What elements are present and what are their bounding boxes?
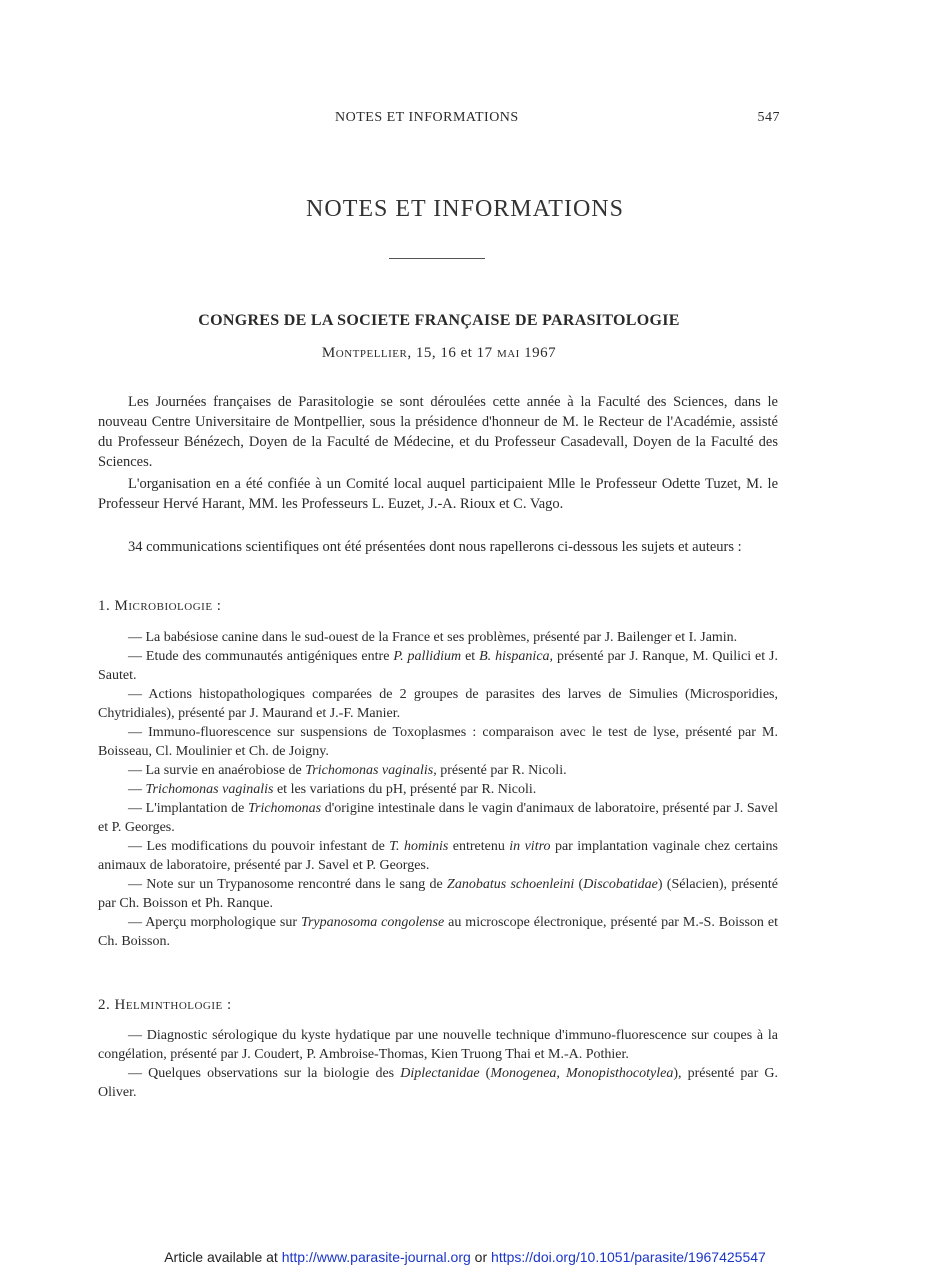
doi-link[interactable]: https://doi.org/10.1051/parasite/1967425547 <box>491 1249 766 1265</box>
journal-link[interactable]: http://www.parasite-journal.org <box>281 1249 471 1265</box>
list-item: — L'implantation de Trichomonas d'origine intestinale dans le vagin d'animaux de laboratoire, présenté par J. Savel et P. Georges. <box>98 801 779 835</box>
list-item: — Quelques observations sur la biologie des Diplectanidae (Monogenea, Monopisthocotylea), présenté par G. Oliver. <box>98 1066 779 1100</box>
list-item: — Diagnostic sérologique du kyste hydatique par une nouvelle technique d'immuno-fluorescence sur coupes à la congélation, présenté par J. Coudert, P. Ambroise-Thomas, Kien Truong Thai et M.-A. Pothier. <box>98 1028 778 1062</box>
section-label: Helminthologie : <box>114 997 232 1013</box>
helminthologie-list <box>98 1026 778 1102</box>
list-item: — Trichomonas vaginalis et les variations du pH, présenté par R. Nicoli. <box>128 782 537 797</box>
page-number: 547 <box>757 110 780 125</box>
congress-dates: 15, 16 et 17 <box>415 345 493 361</box>
list-item: — Actions histopathologiques comparées de 2 groupes de parasites des larves de Simulies (Microsporidies, Chytridiales), présenté par J. Maurand et J.-F. Manier. <box>98 687 778 721</box>
title-divider <box>389 258 485 259</box>
article-availability-footer <box>0 1249 930 1265</box>
list-item: — La babésiose canine dans le sud-ouest de la France et ses problèmes, présenté par J. Bailenger et I. Jamin. <box>128 630 738 645</box>
congress-place: Montpellier, <box>321 345 412 361</box>
list-item: — Note sur un Trypanosome rencontré dans le sang de Zanobatus schoenleini (Discobatidae) (Sélacien), présenté par Ch. Boisson et Ph. Ranque. <box>98 877 778 911</box>
intro-paragraph-1: Les Journées françaises de Parasitologie se sont déroulées cette année à la Faculté des Sciences, dans le nouveau Centre Universitaire de Montpellier, sous la présidence d'honneur de M. le Recteur de l'Académie, assisté du Professeur Bénézech, Doyen de la Faculté de Médecine, et du Professeur Casadevall, Doyen de la Faculté des Sciences. <box>98 394 778 470</box>
footer-middle: or <box>470 1249 492 1265</box>
congress-year: 1967 <box>524 345 557 361</box>
section-heading-microbiologie <box>98 598 221 615</box>
section-number: 2. <box>98 997 111 1013</box>
list-item: — La survie en anaérobiose de Trichomonas vaginalis, présenté par R. Nicoli. <box>128 763 567 778</box>
footer-prefix: Article available at <box>164 1249 282 1265</box>
microbiologie-list <box>98 628 778 951</box>
list-item: — Aperçu morphologique sur Trypanosoma congolense au microscope électronique, présenté par M.-S. Boisson et Ch. Boisson. <box>98 915 778 949</box>
page-title: NOTES ET INFORMATIONS <box>306 196 624 222</box>
list-item: — Immuno-fluorescence sur suspensions de Toxoplasmes : comparaison avec le test de lyse, présenté par M. Boisseau, Cl. Moulinier et Ch. de Joigny. <box>98 725 778 759</box>
section-number: 1. <box>98 598 111 614</box>
intro-paragraph-2: L'organisation en a été confiée à un Comité local auquel participaient Mlle le Professeur Odette Tuzet, M. le Professeur Hervé Harant, MM. les Professeurs L. Euzet, J.-A. Rioux et C. Vago. <box>98 476 778 512</box>
intro-paragraph-3: 34 communications scientifiques ont été présentées dont nous rapellerons ci-dessous les sujets et auteurs : <box>128 539 742 555</box>
list-item: — Les modifications du pouvoir infestant de T. hominis entretenu in vitro par implantation vaginale chez certains animaux de laboratoire, présenté par J. Savel et P. Georges. <box>98 839 778 873</box>
congress-month: mai <box>496 345 520 361</box>
congress-subtitle <box>0 345 878 362</box>
running-header <box>100 110 780 130</box>
running-title: NOTES ET INFORMATIONS <box>335 110 519 125</box>
congress-title: CONGRES DE LA SOCIETE FRANÇAISE DE PARASITOLOGIE <box>198 312 680 329</box>
list-item: — Etude des communautés antigéniques entre P. pallidium et B. hispanica, présenté par J. Ranque, M. Quilici et J. Sautet. <box>98 649 779 683</box>
section-label: Microbiologie : <box>114 598 222 614</box>
section-heading-helminthologie <box>98 997 232 1014</box>
